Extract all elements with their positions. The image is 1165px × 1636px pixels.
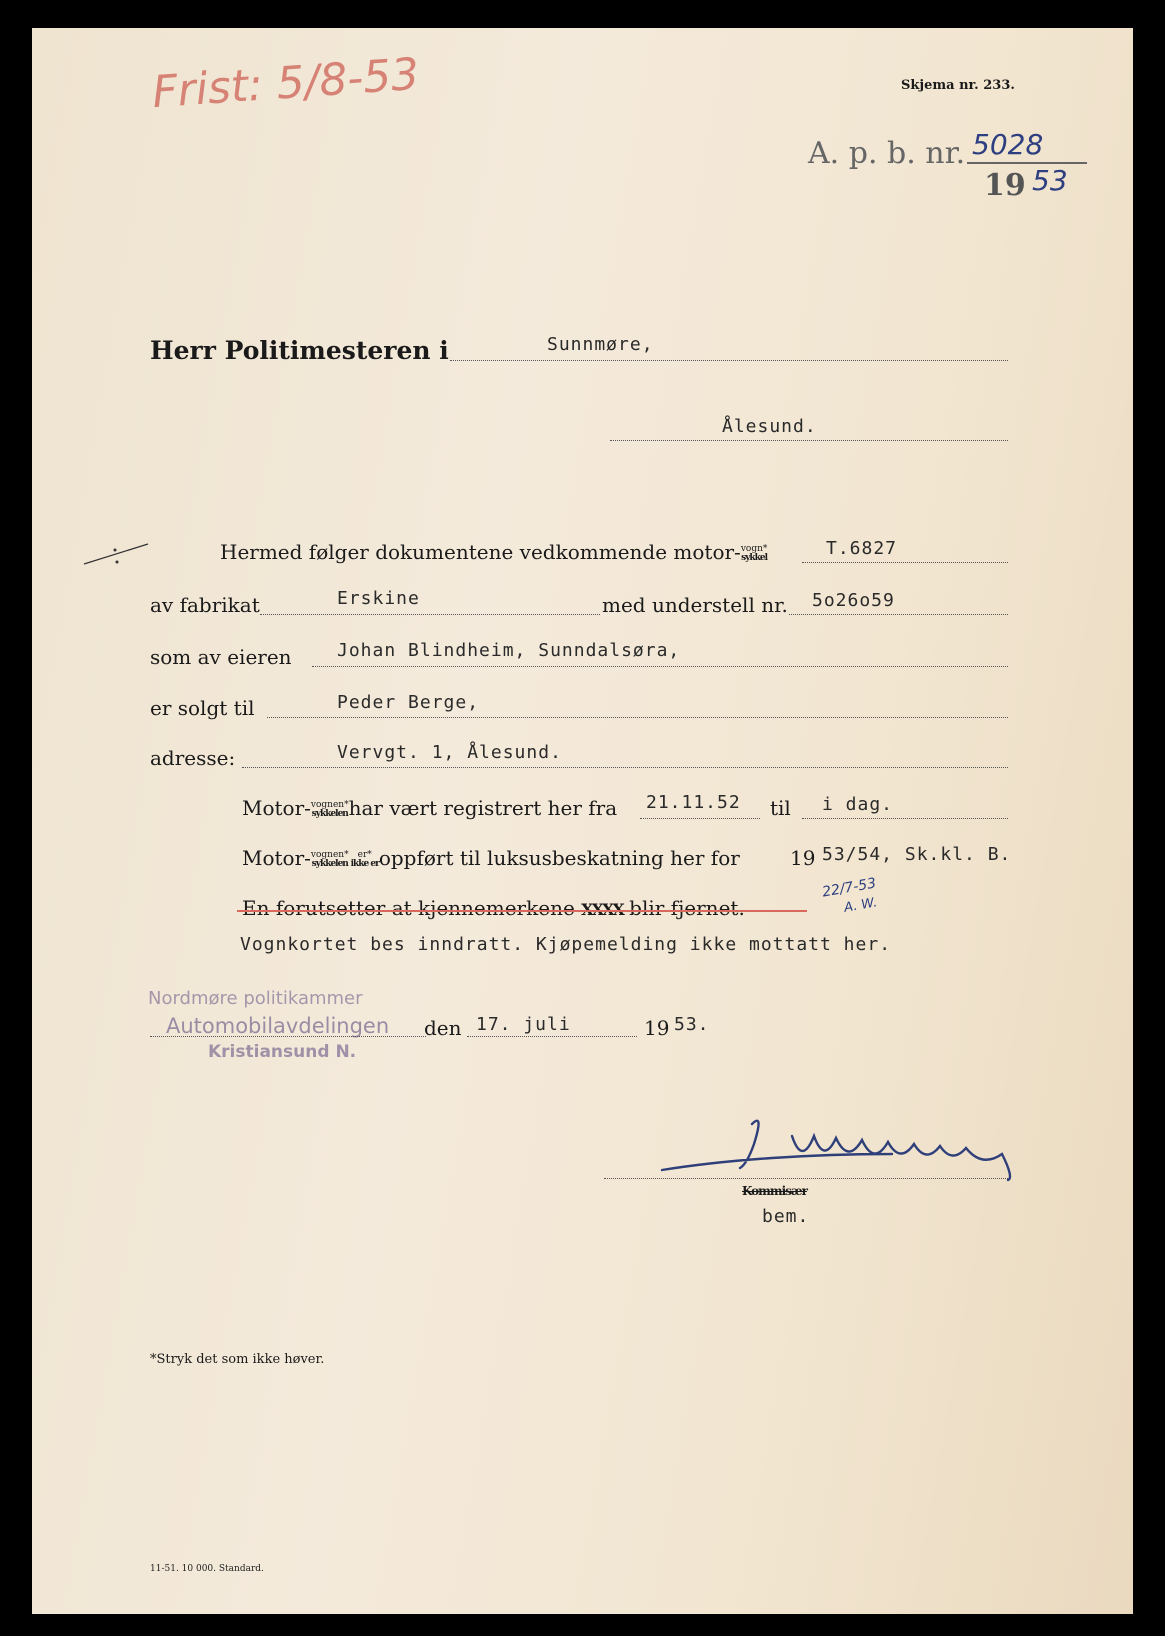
signature-title: bem. [762,1206,810,1227]
intro-text: Hermed følger dokumentene vedkommende motor- vogn* sykkel [220,540,768,564]
apb-divider [967,162,1087,164]
form-number: Skjema nr. 233. [901,78,1015,93]
red-strikethrough [237,910,807,912]
chassis-label: med understell nr. [602,593,788,617]
addressee-label: Herr Politimesteren i [150,336,449,365]
reg-from-dotted-line [640,818,760,819]
date-den-label: den [424,1016,462,1040]
date-value: 17. juli [476,1014,571,1035]
stamp-line-1: Nordmøre politikammer [148,988,363,1009]
make-dotted-line [260,614,600,615]
sold-value: Peder Berge, [337,692,480,713]
reg-number-dotted-line [802,562,1008,563]
tax-year-value: 53/54, Sk.kl. B. [822,844,1012,865]
struck-plates-line: En forutsetter at kjennemerkene XXXX blir fjernet. [242,896,745,920]
address-dotted-line [242,767,1008,768]
struck-title: Kommisær [742,1184,807,1198]
addressee-city: Ålesund. [722,416,817,437]
chassis-dotted-line [789,614,1008,615]
hand-note-initials: A. W. [842,895,879,916]
printer-line: 11-51. 10 000. Standard. [150,1564,264,1574]
paragraph-mark-icon [82,538,152,568]
sold-dotted-line [267,717,1008,718]
signature-dotted-line [604,1178,1008,1179]
owner-value: Johan Blindheim, Sunndalsøra, [337,640,681,661]
document-page [32,28,1133,1614]
reg-number-value: T.6827 [826,538,898,559]
apb-label: A. p. b. nr. [808,136,966,171]
footnote: *Stryk det som ikke høver. [150,1352,325,1367]
hand-note-date: 22/7-53 [821,875,878,901]
registered-to-date: i dag. [822,794,894,815]
addressee-district: Sunnmøre, [547,334,654,355]
city-dotted-line [610,440,1008,441]
apb-number: 5028 [972,128,1044,161]
reg-to-dotted-line [802,818,1008,819]
tax-line: Motor- vognen* sykkelen er* ikke er oppført til luksusbeskatning her for [242,846,740,870]
addressee-dotted-line [450,360,1008,361]
chassis-value: 5o26o59 [812,590,895,611]
address-label: adresse: [150,746,236,770]
typed-remark: Vognkortet bes inndratt. Kjøpemelding ikke mottatt her. [240,934,892,955]
stamp-line-2: Automobilavdelingen [166,1014,390,1038]
date-year-prefix: 19 [644,1016,670,1040]
apb-year-prefix: 19 [984,168,1026,203]
stamp-line-3: Kristiansund N. [208,1042,357,1062]
deadline-note: Frist: 5/8-53 [150,48,421,119]
registration-line: Motor- vognen* sykkelen har vært registrert her fra [242,796,618,820]
address-value: Vervgt. 1, Ålesund. [337,742,562,763]
owner-dotted-line [312,666,1008,667]
place-dotted-line [150,1036,426,1037]
date-dotted-line [467,1036,637,1037]
make-label: av fabrikat [150,593,260,617]
tax-year-prefix: 19 [790,846,816,870]
owner-label: som av eieren [150,645,292,669]
registered-from-date: 21.11.52 [646,792,741,813]
make-value: Erskine [337,588,420,609]
date-year-suffix: 53. [674,1014,710,1035]
apb-year-suffix: 53 [1032,164,1068,197]
til-label: til [770,796,791,820]
sold-label: er solgt til [150,696,255,720]
